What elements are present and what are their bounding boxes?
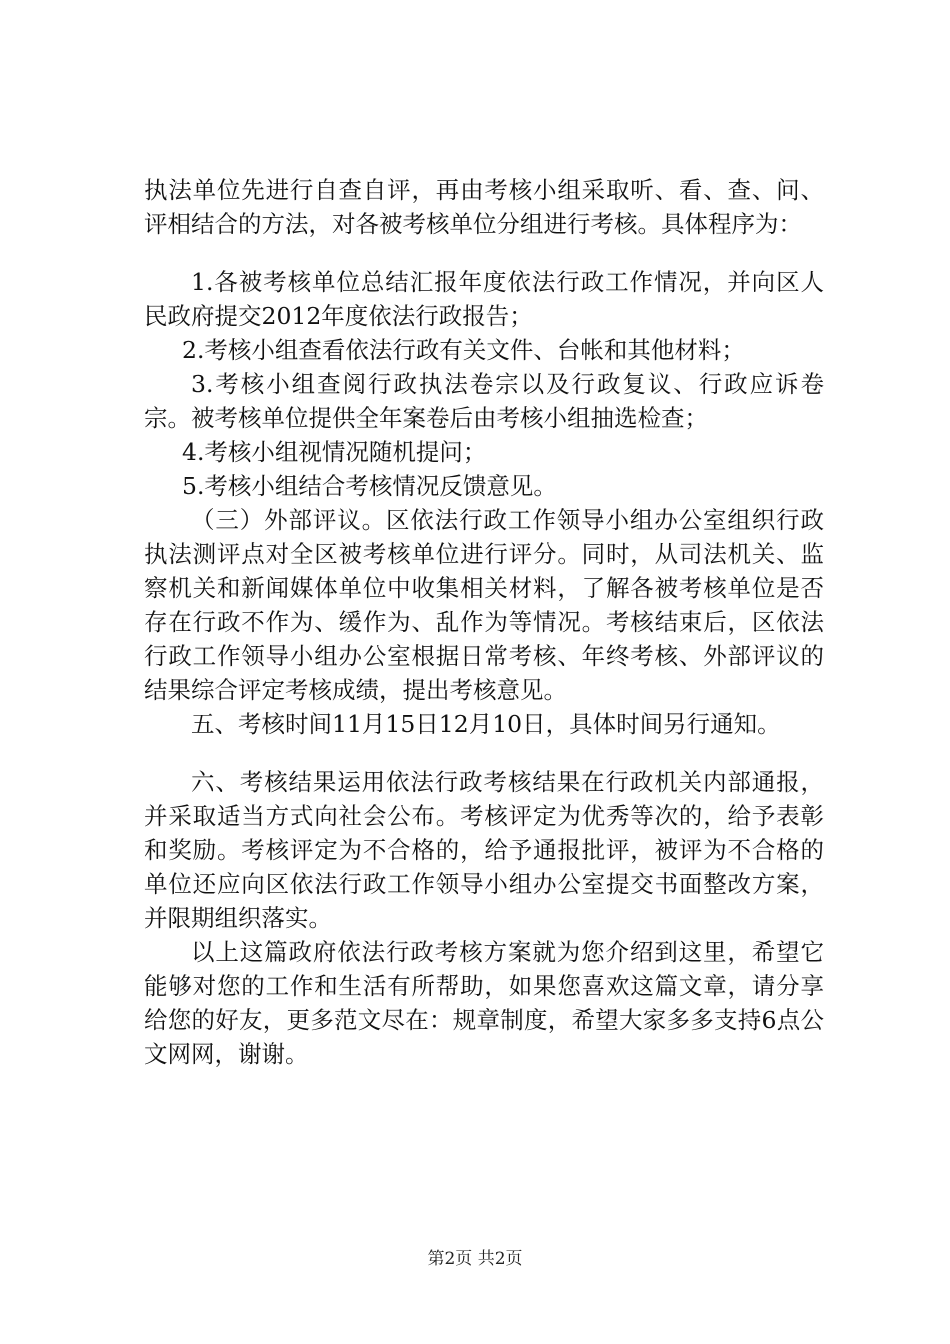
document-body (144, 173, 824, 1071)
page-number-footer: 第2页 共2页 (427, 1249, 523, 1269)
paragraph-step-2: 2.考核小组查看依法行政有关文件、台帐和其他材料； (182, 336, 745, 364)
paragraph-gap (144, 241, 824, 265)
paragraph-intro: 执法单位先进行自查自评，再由考核小组采取听、看、查、问、评相结合的方法，对各被考核单位分组进行考核。具体程序为： (144, 176, 824, 238)
paragraph-gap (144, 741, 824, 765)
paragraph-step-1: 1.各被考核单位总结汇报年度依法行政工作情况，并向区人民政府提交2012年度依法行政报告； (144, 268, 824, 330)
paragraph-step-5: 5.考核小组结合考核情况反馈意见。 (182, 472, 557, 500)
paragraph-schedule: 五、考核时间11月15日12月10日，具体时间另行通知。 (191, 710, 781, 738)
paragraph-external-review: （三）外部评议。区依法行政工作领导小组办公室组织行政执法测评点对全区被考核单位进行评分。同时，从司法机关、监察机关和新闻媒体单位中收集相关材料，了解各被考核单位是否存在行政不作为、缓作为、乱作为等情况。考核结束后，区依法行政工作领导小组办公室根据日常考核、年终考核、外部评议的结果综合评定考核成绩，提出考核意见。 (144, 506, 824, 704)
paragraph-step-4: 4.考核小组视情况随机提问； (182, 438, 487, 466)
paragraph-results: 六、考核结果运用依法行政考核结果在行政机关内部通报，并采取适当方式向社会公布。考核评定为优秀等次的，给予表彰和奖励。考核评定为不合格的，给予通报批评，被评为不合格的单位还应向区依法行政工作领导小组办公室提交书面整改方案，并限期组织落实。 (144, 768, 824, 932)
paragraph-step-3: 3.考核小组查阅行政执法卷宗以及行政复议、行政应诉卷宗。被考核单位提供全年案卷后由考核小组抽选检查； (144, 370, 824, 432)
paragraph-closing: 以上这篇政府依法行政考核方案就为您介绍到这里，希望它能够对您的工作和生活有所帮助，如果您喜欢这篇文章，请分享给您的好友，更多范文尽在：规章制度，希望大家多多支持6点公文网网，谢谢。 (144, 938, 824, 1068)
